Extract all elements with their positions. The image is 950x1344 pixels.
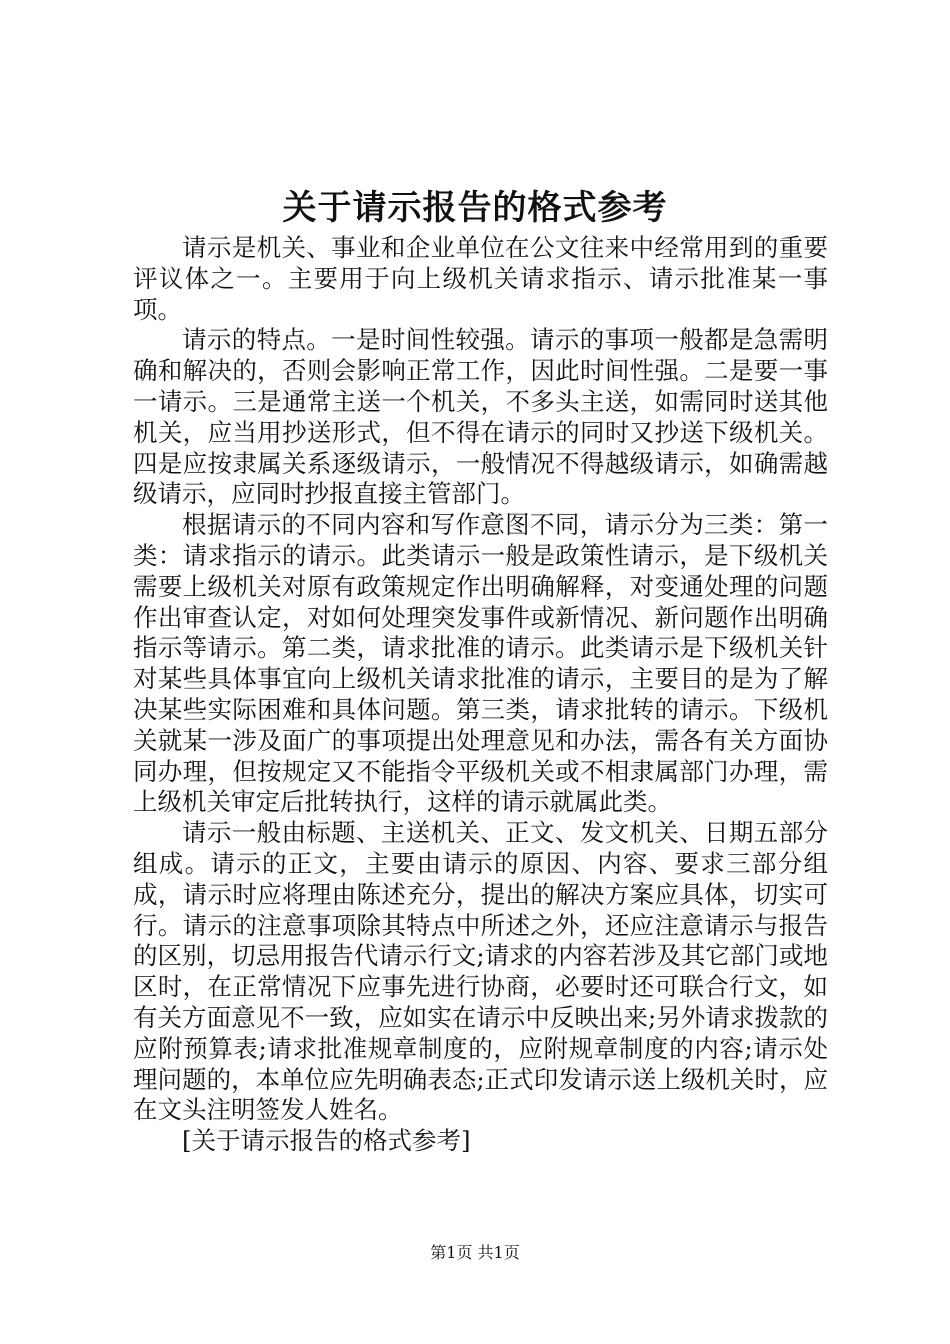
document-body <box>133 233 828 1157</box>
paragraph-intro: 请示是机关、事业和企业单位在公文往来中经常用到的重要评议体之一。主要用于向上级机关请求指示、请示批准某一事项。 <box>133 233 828 324</box>
paragraph-categories: 根据请示的不同内容和写作意图不同，请示分为三类：第一类：请求指示的请示。此类请示一般是政策性请示，是下级机关需要上级机关对原有政策规定作出明确解释，对变通处理的问题作出审查认定，对如何处理突发事件或新情况、新问题作出明确指示等请示。第二类，请求批准的请示。此类请示是下级机关针对某些具体事宜向上级机关请求批准的请示，主要目的是为了解决某些实际困难和具体问题。第三类，请求批转的请示。下级机关就某一涉及面广的事项提出处理意见和办法，需各有关方面协同办理，但按规定又不能指令平级机关或不相隶属部门办理，需上级机关审定后批转执行，这样的请示就属此类。 <box>133 510 828 817</box>
page-number-footer: 第1页 共1页 <box>430 1243 520 1262</box>
document-title: 关于请示报告的格式参考 <box>282 188 668 228</box>
paragraph-closing-tag: [关于请示报告的格式参考] <box>182 1126 471 1156</box>
paragraph-features: 请示的特点。一是时间性较强。请示的事项一般都是急需明确和解决的，否则会影响正常工作，因此时间性强。二是要一事一请示。三是通常主送一个机关，不多头主送，如需同时送其他机关，应当用抄送形式，但不得在请示的同时又抄送下级机关。四是应按隶属关系逐级请示，一般情况不得越级请示，如确需越级请示，应同时抄报直接主管部门。 <box>133 325 828 509</box>
paragraph-structure: 请示一般由标题、主送机关、正文、发文机关、日期五部分组成。请示的正文，主要由请示的原因、内容、要求三部分组成，请示时应将理由陈述充分，提出的解决方案应具体，切实可行。请示的注意事项除其特点中所述之外，还应注意请示与报告的区别，切忌用报告代请示行文;请求的内容若涉及其它部门或地区时，在正常情况下应事先进行协商，必要时还可联合行文，如有关方面意见不一致，应如实在请示中反映出来;另外请求拨款的应附预算表;请求批准规章制度的，应附规章制度的内容;请示处理问题的，本单位应先明确表态;正式印发请示送上级机关时，应在文头注明签发人姓名。 <box>133 818 828 1125</box>
